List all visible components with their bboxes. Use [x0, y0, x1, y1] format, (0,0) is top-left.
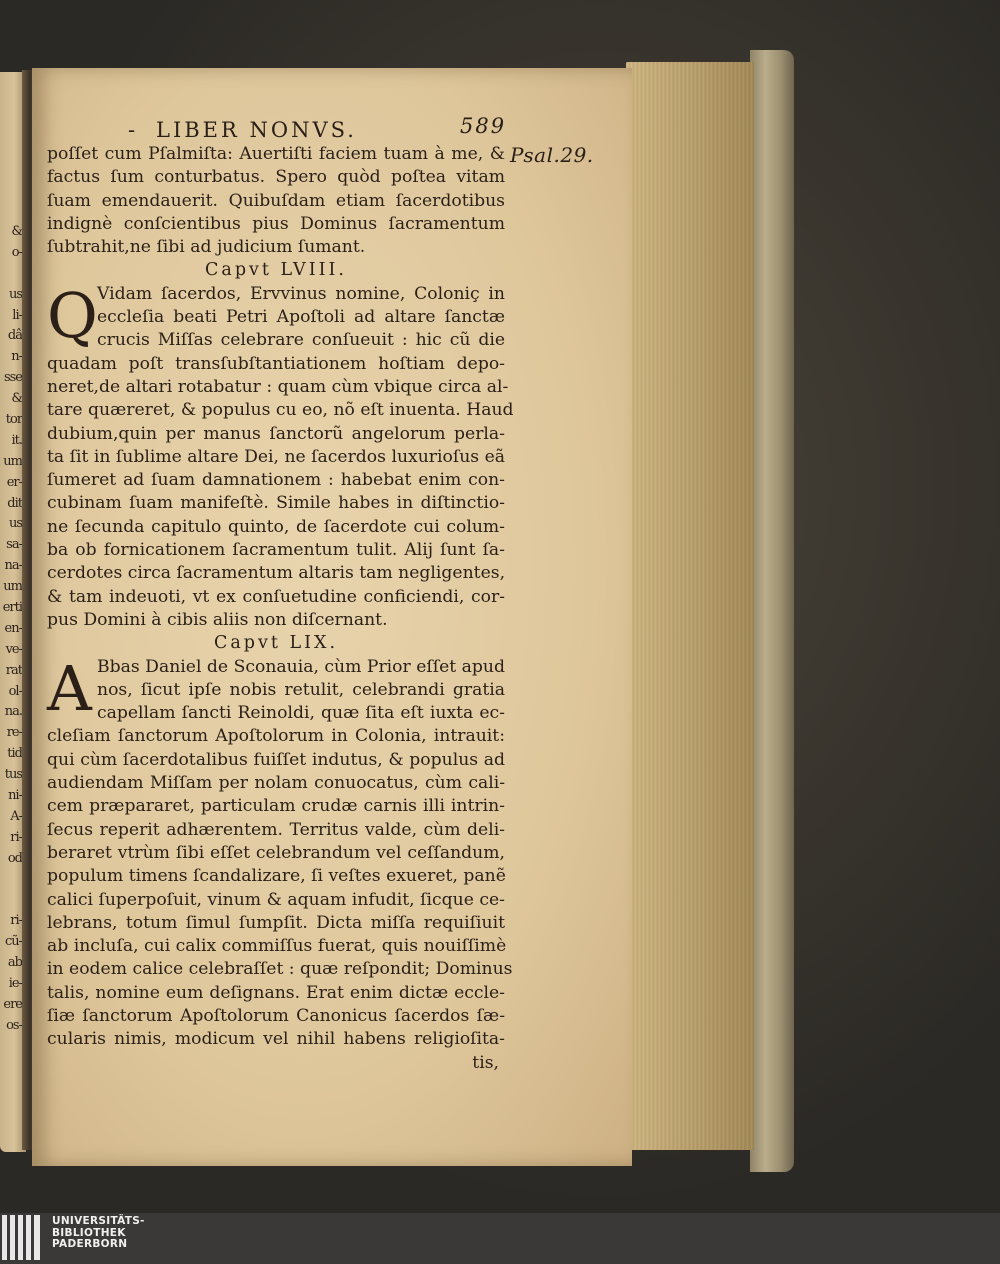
left-fragment: dit	[7, 495, 22, 511]
left-fragment: n-	[11, 349, 22, 365]
left-fragment: tus	[4, 767, 22, 783]
left-fragment: A-	[10, 808, 22, 824]
chapter-heading-lix: Capvt LIX.	[213, 633, 339, 654]
text-line: tare quæreret, & populus cu eo, nõ eſt inuenta. Haud	[47, 400, 514, 421]
left-fragment: ie-	[8, 976, 22, 992]
text-line: populum timens ſcandalizare, ſi veſtes exueret, panẽ	[47, 866, 506, 887]
body-text	[47, 143, 514, 1075]
text-line: cleſiam ſanctorum Apoſtolorum in Colonia, intrauit:	[47, 726, 505, 747]
left-fragment	[0, 891, 22, 912]
drop-cap-a: A	[47, 651, 92, 725]
text-line: ſumeret ad ſuam damnationem : habebat enim con-	[47, 470, 505, 491]
left-fragment: os-	[6, 1017, 22, 1033]
page-block-edges	[626, 62, 754, 1150]
left-fragment: us	[8, 286, 22, 302]
text-line: & tam indeuoti, vt ex conſuetudine conficiendi, cor-	[47, 586, 505, 607]
text-line: ſiæ ſanctorum Apoſtolorum Canonicus ſacerdos ſæ-	[47, 1005, 505, 1026]
text-line: ne ſecunda capitulo quinto, de ſacerdote cui colum-	[47, 516, 505, 537]
text-line: cularis nimis, modicum vel nihil habens religioſita-	[47, 1029, 505, 1050]
library-logo-text	[52, 1216, 145, 1251]
chapter-lviii-text	[47, 278, 514, 632]
chapter-heading-lviii: Capvt LVIII.	[205, 260, 347, 281]
left-fragment: it.	[11, 432, 22, 448]
left-fragment: rat	[5, 662, 22, 678]
catchword: tis,	[472, 1052, 499, 1073]
logo-line-3: PADERBORN	[52, 1238, 128, 1251]
left-fragment: erti	[2, 600, 22, 616]
text-line: audiendam Miſſam per nolam conuocatus, cùm cali-	[47, 773, 505, 794]
left-fragment: re-	[6, 725, 22, 741]
left-fragment: er-	[6, 474, 22, 490]
left-fragment: ni-	[8, 788, 22, 804]
text-line: neret,de altari rotabatur : quam cùm vbique circa al-	[47, 376, 509, 397]
left-fragment: od	[7, 850, 22, 866]
text-line: ſubtrahit,ne ſibi ad judicium ſumant.	[47, 237, 366, 258]
left-fragment: o-	[11, 244, 22, 260]
left-fragment: na-	[4, 558, 22, 574]
library-footer	[0, 1213, 1000, 1264]
left-fragment: en-	[4, 620, 22, 636]
text-line: calici ſuperpoſuit, vinum & aquam infudit, ſicque ce-	[47, 889, 505, 910]
text-line: capellam ſancti Reinoldi, quæ ſita eſt iuxta ec-	[97, 703, 505, 724]
text-line: talis, nomine eum deſignans. Erat enim dictæ eccle-	[47, 982, 505, 1003]
left-fragment	[0, 870, 22, 891]
text-line: Bbas Daniel de Sconauia, cùm Prior eſſet apud	[97, 656, 505, 677]
text-line: factus ſum conturbatus. Spero quòd poſtea vitam	[47, 167, 505, 188]
left-fragment	[0, 264, 22, 285]
left-fragment: &	[11, 224, 22, 239]
left-fragment: sa-	[6, 537, 22, 553]
text-line: crucis Miſſas celebrare conſueuit : hic cũ die	[97, 330, 505, 351]
left-fragment: ri-	[10, 913, 22, 929]
text-line: ta ſit in ſublime altare Dei, ne ſacerdos luxurioſus eã	[47, 446, 505, 467]
left-fragment: tid	[7, 746, 22, 762]
left-fragment: um	[3, 453, 22, 469]
left-fragment: cũ-	[4, 934, 22, 950]
left-fragment: um	[3, 579, 22, 595]
logo-line-1: UNIVERSITÄTS-	[52, 1215, 145, 1227]
text-line: eccleſia beati Petri Apoſtoli ad altare ſanctæ	[97, 307, 505, 328]
text-line: beraret vtrùm ſibi eſſet celebrandum vel ceſſandum,	[47, 842, 505, 863]
text-line: nos, ſicut ipſe nobis retulit, celebrandi gratia	[97, 679, 505, 700]
running-title: LIBER NONVS.	[156, 118, 357, 142]
left-fragment: &	[11, 391, 22, 407]
text-line: cubinam ſuam manifeſtè. Simile habes in diſtinctio-	[47, 493, 505, 514]
text-line: quadam poſt transſubſtantiationem hoſtiam depo-	[47, 353, 505, 374]
left-page-text-fragments	[0, 222, 22, 1037]
text-line: in eodem calice celebraſſet : quæ reſpondit; Dominus	[47, 959, 513, 980]
text-line: ba ob fornicationem ſacramentum tulit. Alij ſunt ſa-	[47, 540, 505, 561]
left-fragment: dâ	[7, 328, 22, 344]
text-line: cem præpararet, particulam crudæ carnis illi intrin-	[47, 796, 505, 817]
text-line: lebrans, totum ſimul ſumpſit. Dicta miſſa requiſiuit	[47, 912, 505, 933]
text-line: ab incluſa, cui calix commiſſus fuerat, quis nouiſſimè	[47, 936, 507, 957]
opening-lines	[47, 143, 505, 259]
text-line: ſecus reperit adhærentem. Territus valde, cùm deli-	[47, 819, 505, 840]
text-line: indignè conſcientibus pius Dominus ſacramentum	[47, 213, 505, 234]
left-fragment: us	[8, 516, 22, 532]
left-fragment: tor	[5, 412, 22, 428]
header-dash: -	[128, 118, 138, 142]
left-fragment: ve-	[5, 641, 22, 657]
text-line: cerdotes circa ſacramentum altaris tam negligentes,	[47, 563, 506, 584]
text-line: pus Domini à cibis aliis non diſcernant.	[47, 609, 388, 630]
text-line: ſuam emendauerit. Quibuſdam etiam ſacerdotibus	[47, 190, 505, 211]
left-fragment: ab	[7, 955, 22, 971]
left-fragment: ere	[3, 996, 22, 1012]
text-line: qui cùm ſacerdotalibus fuiſſet indutus, & populus ad	[47, 749, 505, 770]
page-number: 589	[460, 114, 507, 138]
drop-cap-q: Q	[47, 278, 98, 352]
left-fragment: sse	[3, 370, 22, 386]
text-line: Vidam ſacerdos, Ervvinus nomine, Coloniç in	[97, 283, 505, 304]
text-line: poſſet cum Pſalmiſta: Auertiſti faciem tuam à me, &	[47, 144, 505, 164]
chapter-lix-text	[47, 651, 513, 1052]
library-logo-icon	[2, 1215, 44, 1260]
left-fragment: ol-	[8, 683, 22, 699]
marginal-note: Psal.29.	[510, 143, 594, 167]
left-fragment: ri-	[10, 829, 22, 845]
left-fragment: li-	[12, 307, 22, 323]
book-cover-edge	[750, 50, 794, 1172]
logo-line-2: BIBLIOTHEK	[52, 1226, 126, 1239]
left-fragment: na.	[4, 704, 22, 720]
text-line: dubium,quin per manus ſanctorũ angelorum perla-	[47, 423, 505, 444]
